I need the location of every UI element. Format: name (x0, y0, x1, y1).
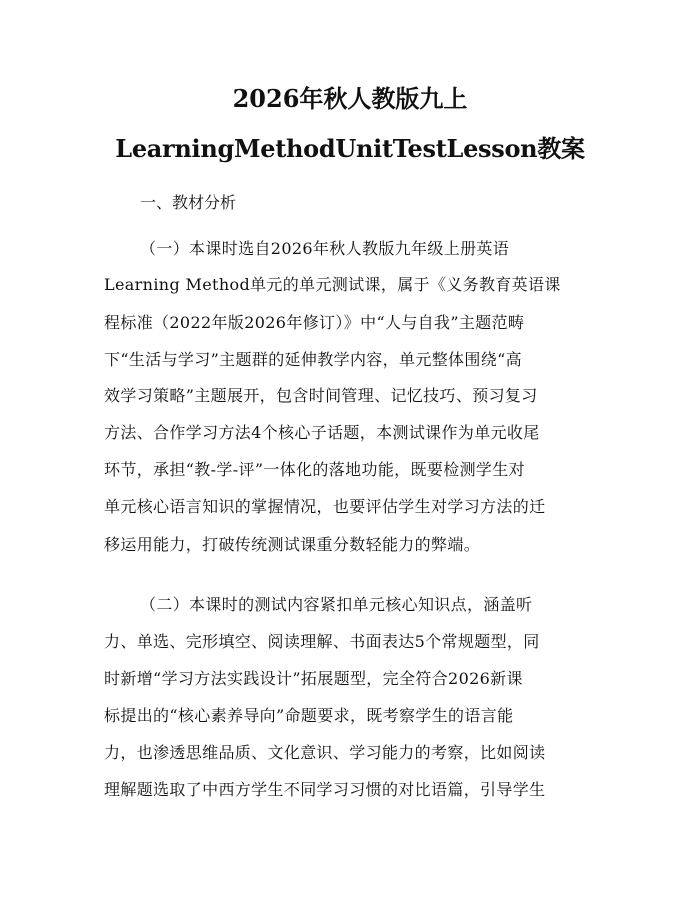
paragraph-1-line: 移运用能力，打破传统测试课重分数轻能力的弊端。 (104, 535, 481, 554)
paragraph-2-line: 标提出的“核心素养导向”命题要求，既考察学生的语言能 (104, 706, 514, 725)
paragraph-2-line: 时新增“学习方法实践设计”拓展题型，完全符合2026新课 (104, 669, 523, 688)
paragraph-2-line: 力，也渗透思维品质、文化意识、学习能力的考察，比如阅读 (104, 743, 546, 762)
paragraph-1-line: 效学习策略”主题展开，包含时间管理、记忆技巧、预习复习 (104, 386, 538, 405)
paragraph-1-line: 环节，承担“教-学-评”一体化的落地功能，既要检测学生对 (104, 460, 525, 479)
paragraph-2-line: 理解题选取了中西方学生不同学习习惯的对比语篇，引导学生 (104, 780, 546, 799)
paragraph-1-line: 程标准（2022年版2026年修订）》中“人与自我”主题范畴 (104, 313, 525, 332)
paragraph-2-line: 力、单选、完形填空、阅读理解、书面表达5个常规题型，同 (104, 632, 540, 651)
paragraph-1-line: （一）本课时选自2026年秋人教版九年级上册英语 (140, 239, 510, 258)
document-title-line-1: 2026年秋人教版九上 (232, 84, 468, 113)
section-heading: 一、教材分析 (140, 193, 237, 212)
document-title-line-2: LearningMethodUnitTestLesson教案 (115, 134, 585, 163)
paragraph-2-line: （二）本课时的测试内容紧扣单元核心知识点，涵盖听 (140, 595, 533, 614)
paragraph-1-line: Learning Method单元的单元测试课，属于《义务教育英语课 (104, 275, 561, 294)
paragraph-1-line: 下“生活与学习”主题群的延伸教学内容，单元整体围绕“高 (104, 350, 522, 369)
paragraph-1-line: 单元核心语言知识的掌握情况，也要评估学生对学习方法的迁 (104, 497, 546, 516)
paragraph-1-line: 方法、合作学习方法4个核心子话题，本测试课作为单元收尾 (104, 423, 540, 442)
